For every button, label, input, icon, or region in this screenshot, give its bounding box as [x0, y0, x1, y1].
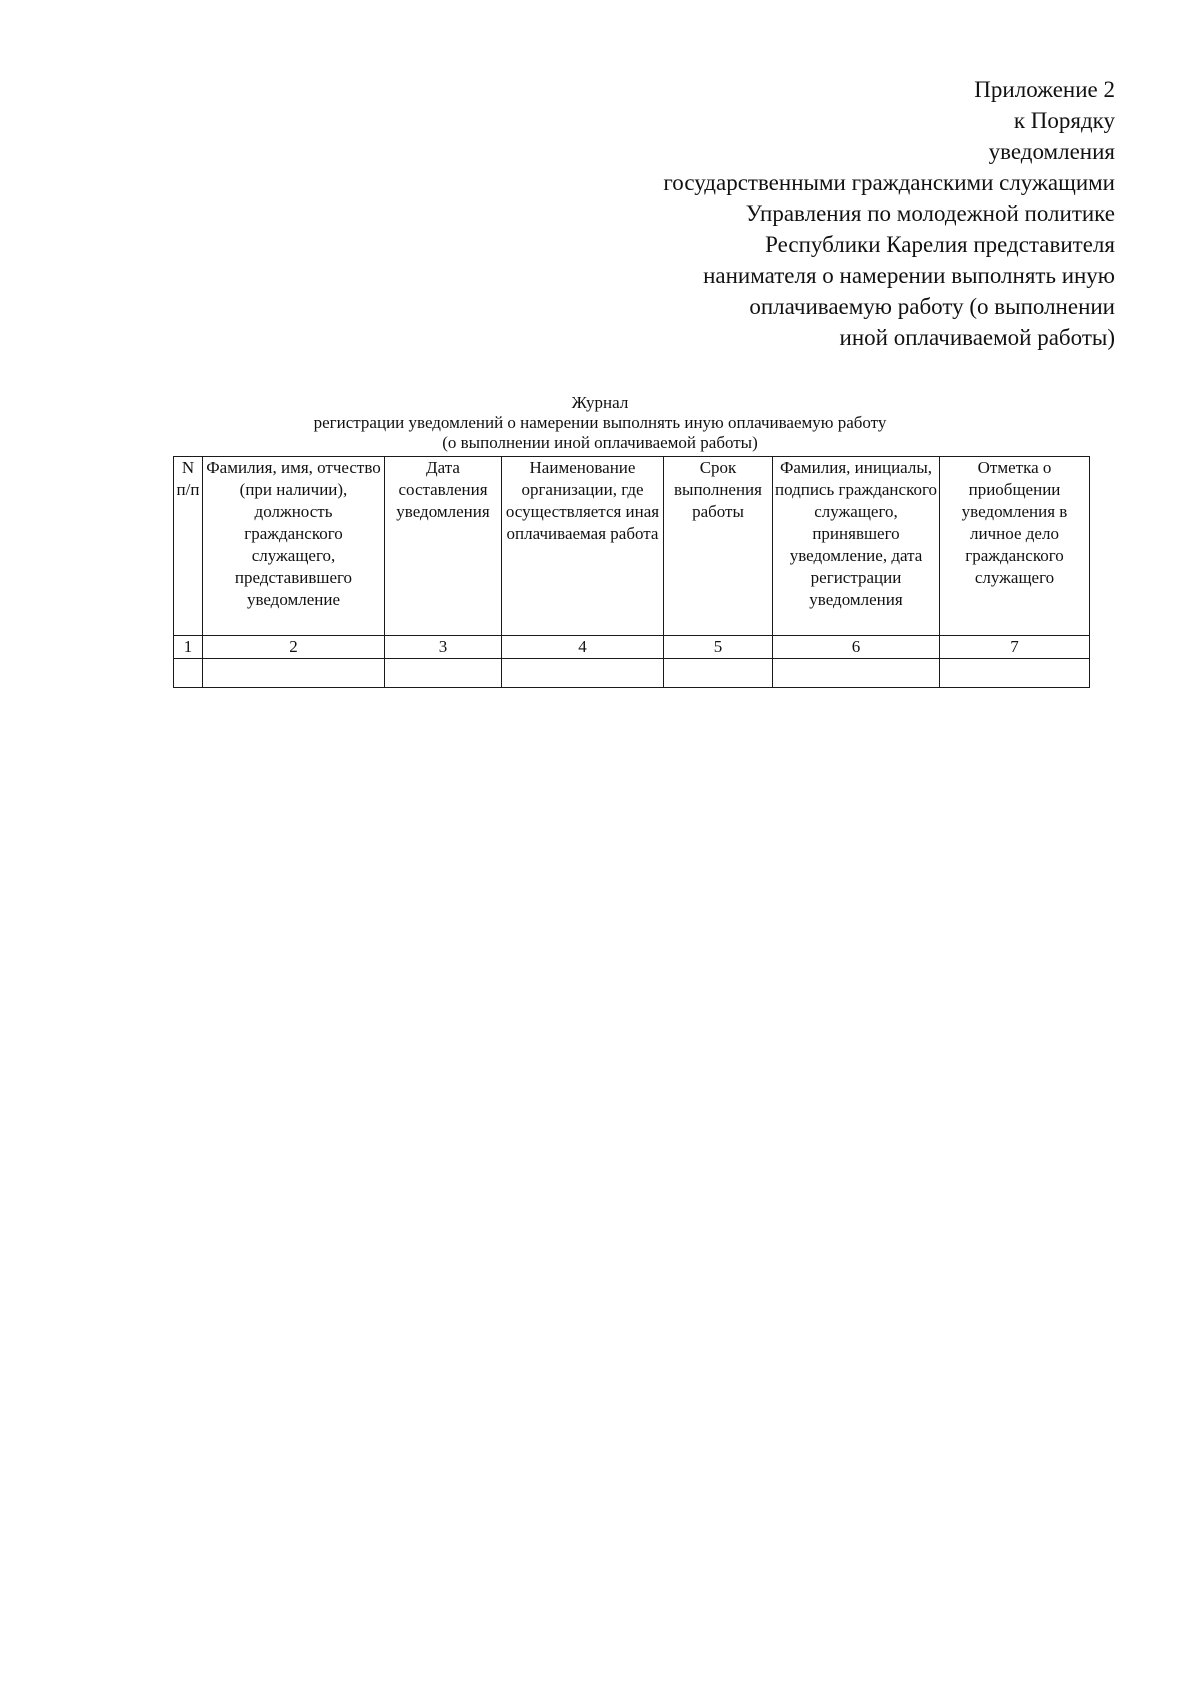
column-number-row: [174, 636, 1090, 659]
appendix-line: к Порядку: [1013, 108, 1115, 133]
empty-cell: [502, 659, 664, 688]
column-number: 4: [502, 636, 664, 659]
column-header-employee: Фамилия, имя, отчество (при наличии), должность гражданского служащего, представившего уведомление: [203, 457, 385, 636]
empty-cell: [940, 659, 1090, 688]
column-header-notice-date: Дата составления уведомления: [385, 457, 502, 636]
appendix-line: Управления по молодежной политике: [745, 201, 1115, 226]
empty-cell: [203, 659, 385, 688]
column-header-term: Срок выполнения работы: [664, 457, 773, 636]
empty-cell: [664, 659, 773, 688]
journal-table: [173, 456, 1090, 688]
appendix-line: государственными гражданскими служащими: [663, 170, 1115, 195]
column-number: 3: [385, 636, 502, 659]
appendix-line: иной оплачиваемой работы): [839, 325, 1115, 350]
column-header-registrar: Фамилия, инициалы, подпись гражданского служащего, принявшего уведомление, дата регистрации уведомления: [773, 457, 940, 636]
journal-heading: [0, 393, 1200, 453]
table-header-row: [174, 457, 1090, 636]
column-header-organization: Наименование организации, где осуществляется иная оплачиваемая работа: [502, 457, 664, 636]
column-number: 5: [664, 636, 773, 659]
appendix-line: Приложение 2: [974, 77, 1115, 102]
journal-subtitle: регистрации уведомлений о намерении выполнять иную оплачиваемую работу: [313, 413, 887, 432]
appendix-caption: [495, 74, 1115, 353]
empty-cell: [174, 659, 203, 688]
appendix-line: уведомления: [988, 139, 1115, 164]
column-header-number: N п/п: [174, 457, 203, 636]
appendix-line: оплачиваемую работу (о выполнении: [749, 294, 1115, 319]
table-row: [174, 659, 1090, 688]
column-header-file-mark: Отметка о приобщении уведомления в личное дело гражданского служащего: [940, 457, 1090, 636]
appendix-line: нанимателя о намерении выполнять иную: [703, 263, 1115, 288]
empty-cell: [385, 659, 502, 688]
column-number: 1: [174, 636, 203, 659]
column-number: 2: [203, 636, 385, 659]
column-number: 6: [773, 636, 940, 659]
column-number: 7: [940, 636, 1090, 659]
empty-cell: [773, 659, 940, 688]
journal-subtitle-continued: (о выполнении иной оплачиваемой работы): [442, 433, 758, 452]
appendix-line: Республики Карелия представителя: [765, 232, 1115, 257]
journal-title: Журнал: [571, 393, 629, 412]
